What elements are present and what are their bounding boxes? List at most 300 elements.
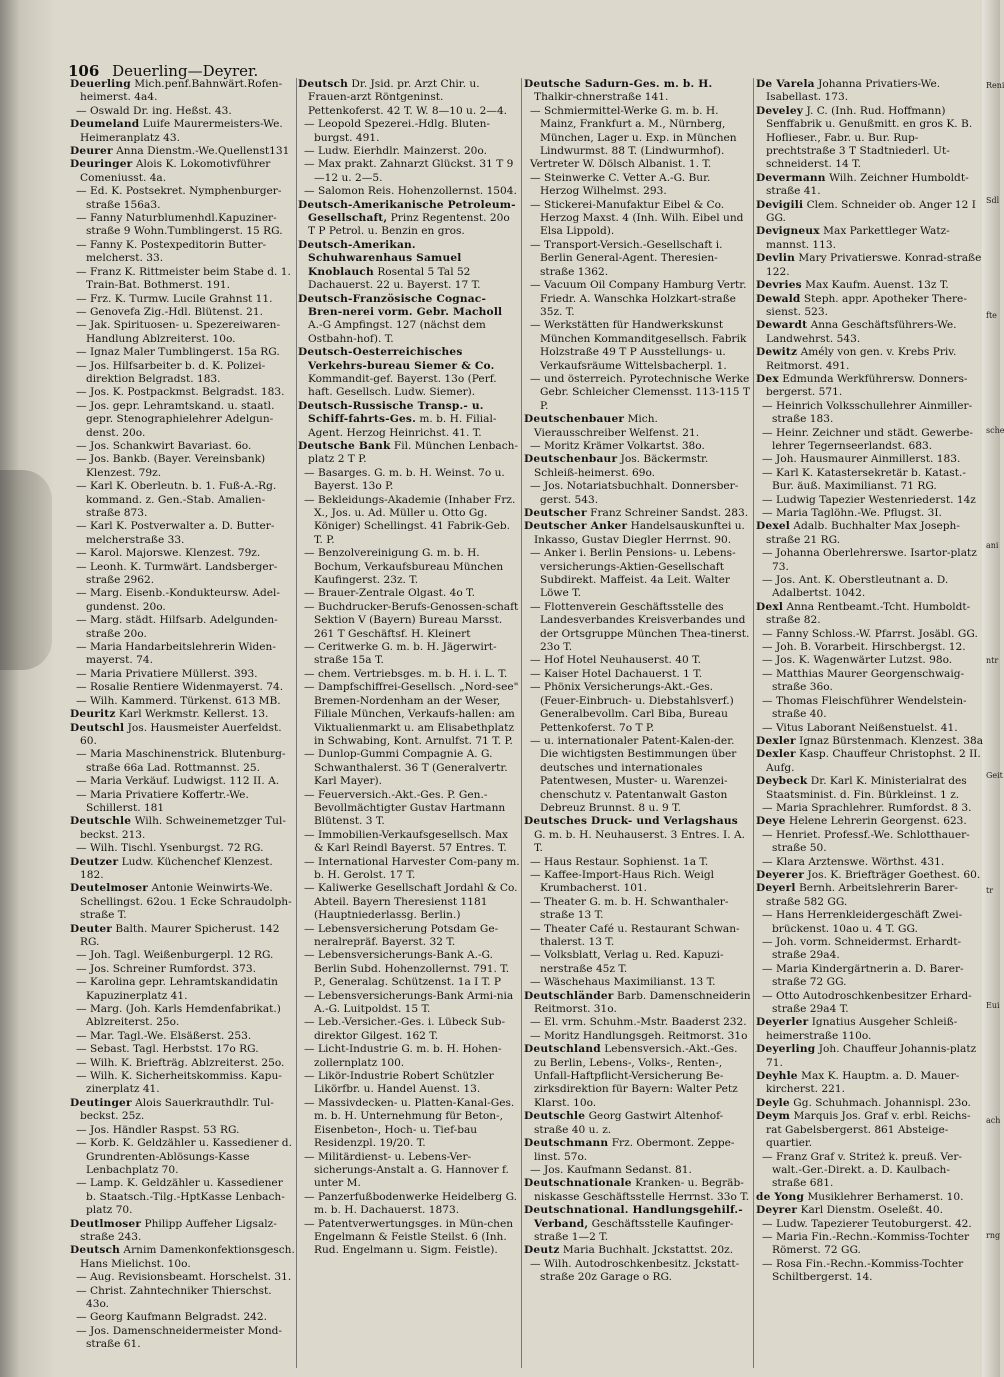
entry-surname: Deutschl: [70, 721, 125, 734]
entry-text: — Matthias Maurer Georgenschwaig-straße 36o.: [762, 667, 965, 694]
book-gutter: [0, 0, 60, 1377]
directory-entry: [756, 346, 984, 373]
entry-surname: Deutsch-Russische Transp.- u. Schiff-fahrts-Ges.: [298, 399, 484, 426]
bleed-fragment: rng: [986, 1231, 1001, 1240]
directory-entry: [70, 1311, 296, 1324]
directory-entry: [70, 1325, 296, 1352]
entry-text: Alois K. Lokomotivführer Comeniusst. 4a.: [80, 158, 271, 184]
entry-text: Geschäftsstelle Kaufinger-straße 1—2 T.: [534, 1217, 734, 1243]
directory-entry: [756, 78, 984, 105]
entry-text: — Maria Taglöhn.-We. Pflugst. 3I.: [762, 507, 942, 519]
entry-surname: Devigneux: [756, 225, 820, 238]
entry-text: — Licht-Industrie G. m. b. H. Hohen-zollernplatz 100.: [304, 1043, 502, 1069]
directory-column-2: [298, 78, 520, 1258]
entry-text: — Dampfschiffrei-Gesellsch. „Nord-see" Bremen-Nordenham an der Weser, Filiale München, Verkaufs-hallen: am Viktualienmarkt u. am Elisabethplatz in Schwabing, Kont. Arnulfst. 71 T. P.: [304, 681, 519, 747]
directory-entry: [524, 1137, 752, 1164]
entry-text: Edmunda Werkführersw. Donners-bergerst. 571.: [766, 372, 968, 399]
bleed-fragment: ani: [986, 541, 999, 550]
entry-text: — Stickerei-Manufaktur Eibel & Co. Herzog Maxst. 4 (Inh. Wilh. Eibel und Elsa Lippold).: [530, 198, 744, 238]
entry-surname: Deutsch: [298, 78, 349, 90]
entry-text: Amély von gen. v. Krebs Priv. Reitmorst. 491.: [766, 346, 957, 372]
entry-text: — Christ. Zahntechniker Thierschst. 43o.: [76, 1284, 272, 1310]
directory-entry: [70, 453, 296, 480]
entry-surname: Deutschmann: [524, 1137, 609, 1150]
entry-text: — Wilh. K. Sicherheitskommiss. Kapu-zinerplatz 41.: [76, 1070, 282, 1096]
directory-entry: [756, 815, 984, 828]
directory-entry: [524, 507, 752, 520]
directory-entry: [756, 1191, 984, 1204]
directory-entry: [70, 949, 296, 962]
directory-entry: [70, 1244, 296, 1271]
entry-surname: Deutzer: [70, 855, 119, 868]
directory-entry: [70, 815, 296, 842]
entry-surname: Devigili: [756, 198, 804, 211]
directory-entry: [524, 373, 752, 413]
entry-text: — Hans Herrenkleidergeschäft Zwei-brückenst. 10ao u. 4 T. GG.: [762, 909, 963, 935]
entry-text: — Bekleidungs-Akademie (Inhaber Frz. X., Jos. u. Ad. Müller u. Otto Gg. Königer) Schellingst. 41 Fabrik-Geb. T. P.: [304, 493, 516, 546]
directory-entry: [70, 386, 296, 399]
entry-text: — Karl K. Postverwalter a. D. Butter-melcherstraße 33.: [76, 520, 275, 546]
directory-entry: [756, 722, 984, 735]
directory-entry: [70, 722, 296, 749]
directory-entry: [70, 561, 296, 588]
directory-entry: [298, 293, 520, 347]
entry-text: Ludw. Küchenchef Klenzest. 182.: [80, 855, 273, 881]
entry-text: m. b. H. Filial-Agent. Herzog Heinrichst. 41. T.: [308, 413, 497, 439]
directory-entry: [70, 842, 296, 855]
entry-text: Franz Schreiner Sandst. 283.: [590, 507, 749, 519]
directory-entry: [298, 118, 520, 145]
directory-entry: [298, 641, 520, 668]
entry-text: — Haus Restaur. Sophienst. 1a T.: [530, 855, 709, 868]
entry-text: — Joh. B. Vorarbeit. Hirschbergst. 12.: [762, 641, 966, 654]
directory-entry: [756, 829, 984, 856]
bleed-fragment: Reni: [986, 81, 1004, 90]
entry-text: — International Harvester Com-pany m. b. H. Gerolst. 17 T.: [304, 855, 520, 881]
directory-entry: [298, 400, 520, 440]
entry-text: — Frz. K. Turmw. Lucile Grahnst 11.: [76, 292, 273, 305]
directory-entry: [524, 681, 752, 735]
entry-surname: Deutscher: [524, 507, 587, 519]
directory-entry: [524, 1244, 752, 1257]
directory-entry: [524, 1043, 752, 1110]
entry-text: Max Kaufm. Auenst. 13z T.: [805, 279, 949, 292]
directory-entry: [70, 520, 296, 547]
entry-text: — Marg. städt. Hilfsarb. Adelgunden-straße 20o.: [76, 614, 278, 640]
directory-entry: [70, 346, 296, 359]
directory-entry: [756, 936, 984, 963]
entry-text: — Korb. K. Geldzähler u. Kassediener d. Grundrenten-Ablösungs-Kasse Lenbachplatz 70.: [76, 1137, 292, 1176]
entry-surname: Develey: [756, 104, 804, 117]
entry-text: — Wilh. Kammerd. Türkenst. 613 MB.: [76, 694, 281, 707]
entry-text: — Ludw. Eierhdlr. Mainzerst. 20o.: [304, 145, 487, 158]
entry-surname: Deutschenbaur: [524, 453, 618, 466]
entry-text: J. C. (Inh. Rud. Hoffmann) Senffabrik u. Genußmitt. en gros K. B. Hoflieser., Fabr. u. Bur. Rup-prechtstraße 3 T Stadtniederl. Ut-schneiderst. 14 T.: [766, 104, 973, 171]
entry-text: — Jos. K. Postpackmst. Belgradst. 183.: [76, 386, 285, 399]
directory-entry: [756, 1070, 984, 1097]
directory-entry: [298, 185, 520, 198]
directory-entry: [524, 547, 752, 601]
directory-entry: [756, 1151, 984, 1191]
entry-surname: Deutsche Sadurn-Ges. m. b. H.: [524, 78, 713, 90]
directory-entry: [70, 681, 296, 694]
entry-text: — Salomon Reis. Hohenzollernst. 1504.: [304, 185, 517, 198]
directory-entry: [756, 1231, 984, 1258]
directory-entry: [70, 614, 296, 641]
column-rule: [296, 78, 297, 1368]
directory-entry: [756, 279, 984, 292]
entry-text: Antonie Weinwirts-We. Schellingst. 62ou. 1 Ecke Schraudolph-straße T.: [80, 882, 292, 922]
directory-entry: [524, 440, 752, 453]
directory-entry: [298, 1191, 520, 1218]
directory-entry: [524, 990, 752, 1017]
entry-text: — Henriet. Professf.-We. Schlotthauer-straße 50.: [762, 828, 970, 855]
entry-text: — Fanny Schloss.-W. Pfarrst. Josäbl. GG.: [762, 627, 978, 640]
entry-text: — Johanna Oberlehrerswe. Isartor-platz 73.: [762, 547, 977, 573]
directory-entry: [70, 976, 296, 1003]
entry-text: Dr. Karl K. Ministerialrat des Staatsminist. d. Fin. Bürkleinst. 1 z.: [766, 775, 967, 801]
bleed-fragment: ach: [986, 1116, 1001, 1125]
entry-surname: de Yong: [756, 1190, 805, 1203]
entry-text: — Buchdrucker-Berufs-Genossen-schaft Sektion V (Bayern) Bureau Marsst. 261 T Geschäftsf. H. Kleinert: [304, 600, 519, 640]
entry-text: — Karol. Majorswe. Klenzest. 79z.: [76, 547, 261, 560]
entry-text: Max Parkettleger Watz-mannst. 113.: [766, 225, 950, 251]
entry-text: Balth. Maurer Spicherust. 142 RG.: [80, 922, 280, 948]
entry-text: Frz. Obermont. Zeppe-linst. 57o.: [534, 1137, 735, 1163]
directory-entry: [756, 668, 984, 695]
directory-column-1: [70, 78, 296, 1352]
entry-text: — Maria Handarbeitslehrerin Widen-mayerst. 74.: [76, 641, 276, 667]
entry-text: Mary Privatierswe. Konrad-straße 122.: [766, 252, 982, 278]
directory-entry: [298, 440, 520, 467]
bleed-fragment: fte: [986, 311, 997, 320]
entry-text: Adalb. Buchhalter Max Joseph-straße 21 RG.: [766, 520, 960, 546]
directory-entry: [524, 413, 752, 440]
entry-text: — Leopold Spezerei.-Hdlg. Bluten-burgst. 491.: [304, 118, 491, 144]
entry-text: — Aug. Revisionsbeamt. Horschelst. 31.: [76, 1271, 292, 1284]
directory-entry: [298, 856, 520, 883]
entry-text: — Benzolvereinigung G. m. b. H. Bochum, Verkaufsbureau München Kaufingerst. 23z. T.: [304, 547, 504, 587]
entry-surname: Deybeck: [756, 775, 808, 788]
entry-text: Prinz Regentenst. 20o T P Petrol. u. Benzin en gros.: [308, 212, 510, 238]
entry-text: — Franz K. Rittmeister beim Stabe d. 1. Train-Bat. Bothmerst. 191.: [76, 265, 291, 292]
directory-entry: [524, 735, 752, 815]
directory-entry: [298, 1097, 520, 1151]
entry-text: — Leb.-Versicher.-Ges. i. Lübeck Sub-direktor Gilgest. 162 T.: [304, 1016, 506, 1042]
directory-entry: [70, 293, 296, 306]
entry-text: — Georg Kaufmann Belgradst. 242.: [76, 1311, 268, 1324]
entry-text: — Sebast. Tagl. Herbstst. 17o RG.: [76, 1043, 259, 1056]
directory-entry: [298, 494, 520, 548]
directory-entry: [70, 1030, 296, 1043]
entry-surname: Deurer: [70, 145, 113, 158]
entry-text: — Basarges. G. m. b. H. Weinst. 7o u. Bayerst. 13o P.: [304, 466, 505, 493]
entry-surname: Deyle: [756, 1096, 790, 1109]
entry-text: — Wilh. K. Briefträg. Ablzreiterst. 25o.: [76, 1056, 285, 1069]
directory-entry: [70, 1271, 296, 1284]
entry-text: Joh. Chauffeur Johannis-platz 71.: [766, 1043, 977, 1069]
directory-entry: [756, 802, 984, 815]
binding-shadow: [0, 470, 52, 670]
entry-text: Wilh. Zeichner Humboldt-straße 41.: [766, 171, 969, 198]
entry-text: Mich.penf.Bahnwärt.Rofen-heimerst. 4a4.: [80, 78, 283, 104]
entry-surname: Dex: [756, 372, 779, 385]
directory-entry: [298, 239, 520, 293]
directory-entry: [524, 1177, 752, 1204]
entry-text: Georg Gastwirt Altenhof-straße 40 u. z.: [534, 1110, 724, 1136]
page-number: 106: [68, 62, 100, 80]
entry-text: Kommandit-gef. Bayerst. 13o (Perf. haft. Gesellsch. Ludw. Siemer).: [308, 372, 497, 399]
entry-text: — Marg. (Joh. Karls Hemdenfabrikat.) Ablzreiterst. 25o.: [76, 1003, 281, 1029]
entry-text: — Otto Autodroschkenbesitzer Erhard-straße 29a4 T.: [762, 989, 972, 1016]
entry-text: Luife Maurermeisters-We. Heimeranplatz 43.: [80, 118, 283, 144]
directory-entry: [70, 775, 296, 788]
entry-text: — Maria Sprachlehrer. Rumfordst. 8 3.: [762, 801, 972, 814]
entry-text: Maria Buchhalt. Jckstattst. 20z.: [562, 1244, 734, 1257]
directory-entry: [756, 869, 984, 882]
entry-text: — Hof Hotel Neuhauserst. 40 T.: [530, 654, 702, 667]
directory-entry: [298, 1218, 520, 1258]
entry-text: Max K. Hauptm. a. D. Mauer-kircherst. 221.: [766, 1070, 960, 1096]
directory-entry: [70, 105, 296, 118]
entry-text: — Dunlop-Gummi Compagnie A. G. Schwanthalerst. 36 T (Generalvertr. Karl Mayer).: [304, 748, 508, 788]
entry-text: — Steinwerke C. Vetter A.-G. Bur. Herzog Wilhelmst. 293.: [530, 171, 711, 198]
directory-entry: [70, 963, 296, 976]
entry-text: — Ceritwerke G. m. b. H. Jägerwirt-straße 15a T.: [304, 641, 497, 667]
directory-entry: [524, 815, 752, 855]
bleed-fragment: Sdl: [986, 196, 1000, 205]
entry-text: Handelsauskunftei u. Inkasso, Gustav Diegler Herrnst. 90.: [534, 520, 745, 546]
entry-surname: Dexel: [756, 520, 791, 533]
directory-entry: [70, 212, 296, 239]
entry-text: — Jos. Händler Raspst. 53 RG.: [76, 1123, 240, 1136]
directory-entry: [524, 279, 752, 319]
entry-text: — Kaffee-Import-Haus Rich. Weigl Krumbacherst. 101.: [530, 868, 715, 895]
entry-surname: Deyerling: [756, 1043, 816, 1056]
directory-entry: [756, 963, 984, 990]
directory-column-4: [756, 78, 984, 1285]
entry-surname: Deyerer: [756, 868, 805, 881]
directory-entry: [298, 547, 520, 587]
directory-entry: [298, 681, 520, 748]
directory-entry: [524, 601, 752, 655]
entry-surname: Devermann: [756, 171, 826, 184]
directory-entry: [298, 949, 520, 989]
directory-entry: [756, 882, 984, 909]
entry-surname: Deumeland: [70, 118, 140, 131]
entry-surname: Deutschnationale: [524, 1177, 632, 1190]
entry-text: — Phönix Versicherungs-Akt.-Ges. (Feuer-Einbruch- u. Diebstahlsverf.) Generalbevollm. Carl Biba, Bureau Pettenkoferst. 7o T P.: [530, 681, 734, 734]
entry-text: — Jos. Bankb. (Bayer. Vereinsbank) Klenzest. 79z.: [76, 453, 266, 479]
bleed-fragment: Eui: [986, 1001, 1000, 1010]
directory-entry: [756, 467, 984, 494]
entry-text: Jos. Hausmeister Auerfeldst. 60.: [80, 721, 282, 747]
directory-entry: [524, 172, 752, 199]
entry-text: G. m. b. H. Neuhauserst. 3 Entres. I. A. T.: [534, 828, 745, 855]
directory-entry: [298, 1151, 520, 1191]
entry-text: — Patentverwertungsges. in Mün-chen Engelmann & Feistle Steilst. 6 (Inh. Rud. Engelmann u. Sigm. Feistle).: [304, 1217, 514, 1257]
bleed-fragment: ntr: [986, 656, 999, 665]
entry-text: — Vacuum Oil Company Hamburg Vertr. Friedr. A. Wanschka Holzkart-straße 35z. T.: [530, 279, 747, 318]
entry-text: Rosental 5 Tal 52 Dachauerst. 22 u. Bayerst. 17 T.: [308, 265, 481, 292]
entry-surname: Deym: [756, 1110, 791, 1123]
directory-entry: [298, 829, 520, 856]
bleed-fragment: tr: [986, 886, 994, 895]
directory-entry: [756, 990, 984, 1017]
entry-text: — Immobilien-Verkaufsgesellsch. Max & Karl Reindl Bayerst. 57 Entres. T.: [304, 828, 508, 855]
directory-entry: [298, 923, 520, 950]
directory-entry: [298, 587, 520, 600]
entry-text: — Mar. Tagl.-We. Elsäßerst. 253.: [76, 1029, 252, 1042]
directory-entry: [756, 252, 984, 279]
directory-entry: [70, 748, 296, 775]
entry-text: — Wilh. Tischl. Ysenburgst. 72 RG.: [76, 842, 264, 855]
entry-text: Barb. Damenschneiderin Reitmorst. 31o.: [534, 989, 751, 1016]
entry-text: Kranken- u. Begräb-niskasse Geschäftsstelle Herrnst. 33o T.: [534, 1177, 750, 1203]
entry-surname: Dewald: [756, 292, 801, 305]
entry-text: — Genovefa Zig.-Hdl. Blütenst. 21.: [76, 305, 263, 318]
directory-entry: [70, 789, 296, 816]
entry-surname: Devries: [756, 279, 802, 292]
entry-surname: Deutsch-Oesterreichisches Verkehrs-bureau Siemer & Co.: [298, 346, 495, 372]
directory-entry: [70, 923, 296, 950]
directory-entry: [756, 427, 984, 454]
directory-entry: [70, 306, 296, 319]
entry-surname: Deuter: [70, 922, 113, 935]
directory-entry: [756, 1218, 984, 1231]
entry-surname: Deutschle: [524, 1110, 586, 1123]
entry-surname: Deuerling: [70, 78, 131, 90]
directory-entry: [70, 1003, 296, 1030]
entry-text: — Kaliwerke Gesellschaft Jordahl & Co. Abteil. Bayern Theresienst 1181 (Hauptniederlassg. Berlin.): [304, 882, 518, 922]
directory-entry: [756, 400, 984, 427]
directory-entry: [756, 293, 984, 320]
directory-entry: [524, 78, 752, 105]
entry-surname: Deutschland: [524, 1043, 601, 1056]
entry-surname: Deutz: [524, 1244, 560, 1257]
directory-entry: [524, 239, 752, 279]
directory-entry: [70, 695, 296, 708]
entry-surname: Deyerler: [756, 1016, 809, 1029]
directory-entry: [524, 976, 752, 989]
entry-text: — Jos. Ant. K. Oberstleutnant a. D. Adalbertst. 1042.: [762, 574, 949, 600]
directory-entry: [298, 78, 520, 118]
directory-entry: [298, 346, 520, 400]
directory-entry: [70, 158, 296, 185]
entry-surname: Deutsch-Französische Cognac-Bren-nerei vorm. Gebr. Macholl: [298, 292, 503, 318]
directory-entry: [298, 990, 520, 1017]
entry-text: — und österreich. Pyrotechnische Werke Gebr. Schleicher Clemensst. 113-115 T P.: [530, 372, 750, 412]
entry-text: Anna Dienstm.-We.Quellenst131: [116, 145, 290, 158]
entry-text: — Oswald Dr. ing. Heßst. 43.: [76, 104, 232, 117]
entry-text: — Jos. Notariatsbuchhalt. Donnersber-gerst. 543.: [530, 480, 739, 506]
entry-text: Clem. Schneider ob. Anger 12 I GG.: [766, 198, 976, 225]
entry-text: Helene Lehrerin Georgenst. 623.: [789, 815, 967, 828]
directory-entry: [298, 748, 520, 788]
directory-entry: [524, 1164, 752, 1177]
entry-text: — Brauer-Zentrale Olgast. 4o T.: [304, 587, 475, 600]
entry-surname: Deye: [756, 815, 786, 828]
entry-text: — Thomas Fleischführer Wendelstein-straße 40.: [762, 694, 967, 721]
entry-text: — Heinrich Volksschullehrer Ainmiller-straße 183.: [762, 399, 973, 426]
entry-surname: Deyrer: [756, 1204, 798, 1217]
directory-entry: [756, 654, 984, 667]
entry-surname: Deutscher Anker: [524, 520, 628, 533]
entry-text: — Theater G. m. b. H. Schwanthaler-straße 13 T.: [530, 895, 729, 922]
directory-entry: [756, 775, 984, 802]
entry-surname: Dewitz: [756, 346, 798, 359]
entry-text: — Wilh. Autodroschkenbesitz. Jckstatt-straße 20z Garage o RG.: [530, 1257, 740, 1284]
directory-entry: [70, 266, 296, 293]
directory-entry: [70, 145, 296, 158]
entry-text: — Rosa Fin.-Rechn.-Kommiss-Tochter Schiltbergerst. 14.: [762, 1257, 964, 1284]
entry-text: — Maria Fin.-Rechn.-Kommiss-Tochter Römerst. 72 GG.: [762, 1230, 970, 1257]
entry-text: — Anker i. Berlin Pensions- u. Lebens-versicherungs-Aktien-Gesellschaft Subdirekt. Maffeist. 4a Leit. Walter Löwe T.: [530, 547, 736, 600]
entry-text: Lebensversich.-Akt.-Ges. zu Berlin, Lebens-, Volks-, Renten-, Unfall-Haftpflicht-Versicherung Be-zirksdirektion für Bayern: Walter Petz Klarst. 10o.: [534, 1043, 738, 1109]
entry-text: — Joh. Hausmaurer Ainmillerst. 183.: [762, 453, 961, 466]
entry-text: Jos. Bäckermstr. Schleiß-heimerst. 69o.: [534, 453, 709, 479]
directory-entry: [70, 1177, 296, 1217]
directory-entry: [70, 587, 296, 614]
entry-text: Johanna Privatiers-We. Isabellast. 173.: [766, 78, 941, 104]
directory-entry: [524, 1030, 752, 1043]
entry-surname: Dexler: [756, 734, 796, 747]
bleed-fragment: sche: [986, 426, 1004, 435]
entry-surname: Deutinger: [70, 1096, 132, 1109]
entry-text: — Schmiermittel-Werke G. m. b. H. Mainz, Frankfurt a. M., Nürnberg, München, Lager u. Exp. in München Lindwurmst. 88 T. (Lindwurmhof).: [530, 104, 737, 158]
directory-entry: [70, 1285, 296, 1312]
entry-text: — Klara Arztenswe. Wörthst. 431.: [762, 855, 945, 868]
entry-surname: Dexl: [756, 600, 784, 613]
entry-text: Ignatius Ausgeher Schleiß-heimerstraße 110o.: [766, 1016, 958, 1042]
entry-text: — Jos. Schreiner Rumfordst. 373.: [76, 962, 257, 975]
entry-text: — Militärdienst- u. Lebens-Ver-sicherungs-Anstalt a. G. Hannover f. unter M.: [304, 1150, 509, 1190]
entry-text: Anna Rentbeamt.-Tcht. Humboldt-straße 82.: [766, 600, 971, 627]
directory-entry: [298, 1070, 520, 1097]
directory-entry: [756, 1043, 984, 1070]
entry-surname: Deutsches Druck- und Verlagshaus: [524, 815, 738, 828]
directory-entry: [756, 172, 984, 199]
entry-surname: Deutsche Bank: [298, 439, 391, 452]
directory-entry: [524, 1016, 752, 1029]
entry-text: — Volksblatt, Verlag u. Red. Kapuzi-nerstraße 45z T.: [530, 949, 724, 975]
directory-entry: [756, 695, 984, 722]
directory-entry: [70, 1070, 296, 1097]
entry-text: — Moritz Handlungsgeh. Reitmorst. 31o: [530, 1029, 748, 1042]
entry-text: Vertreter W. Dölsch Albanist. 1. T.: [530, 158, 712, 171]
directory-entry: [524, 896, 752, 923]
directory-entry: [524, 949, 752, 976]
directory-entry: [524, 668, 752, 681]
directory-entry: [298, 158, 520, 185]
entry-text: Wilh. Schweinemetzger Tul-beckst. 213.: [80, 815, 286, 841]
page-title: Deuerling—Deyrer.: [112, 62, 259, 80]
directory-entry: [524, 319, 752, 373]
directory-entry: [524, 520, 752, 547]
entry-text: — Heinr. Zeichner und städt. Gewerbe-lehrer Tegernseerlandst. 683.: [762, 426, 973, 452]
directory-entry: [524, 1110, 752, 1137]
entry-text: — Massivdecken- u. Platten-Kanal-Ges. m. b. H. Unternehmung für Beton-, Eisenbeton-, Hoch- u. Tief-bau Residenzpl. 19/20. T.: [304, 1096, 515, 1150]
entry-text: — Max prakt. Zahnarzt Glückst. 31 T 9—12 u. 2—5.: [304, 158, 514, 184]
entry-text: — Joh. Tagl. Weißenburgerpl. 12 RG.: [76, 949, 274, 962]
entry-text: — Lamp. K. Geldzähler u. Kassediener b. Staatsch.-Tilg.-HptKasse Lenbach-platz 70.: [76, 1177, 285, 1217]
directory-entry: [756, 574, 984, 601]
entry-surname: Dewardt: [756, 319, 808, 332]
directory-entry: [70, 440, 296, 453]
entry-text: — Ed. K. Postsekret. Nymphenburger-straße 156a3.: [76, 185, 282, 211]
directory-entry: [756, 1097, 984, 1110]
entry-text: Thalkir-chnerstraße 141.: [534, 91, 669, 104]
